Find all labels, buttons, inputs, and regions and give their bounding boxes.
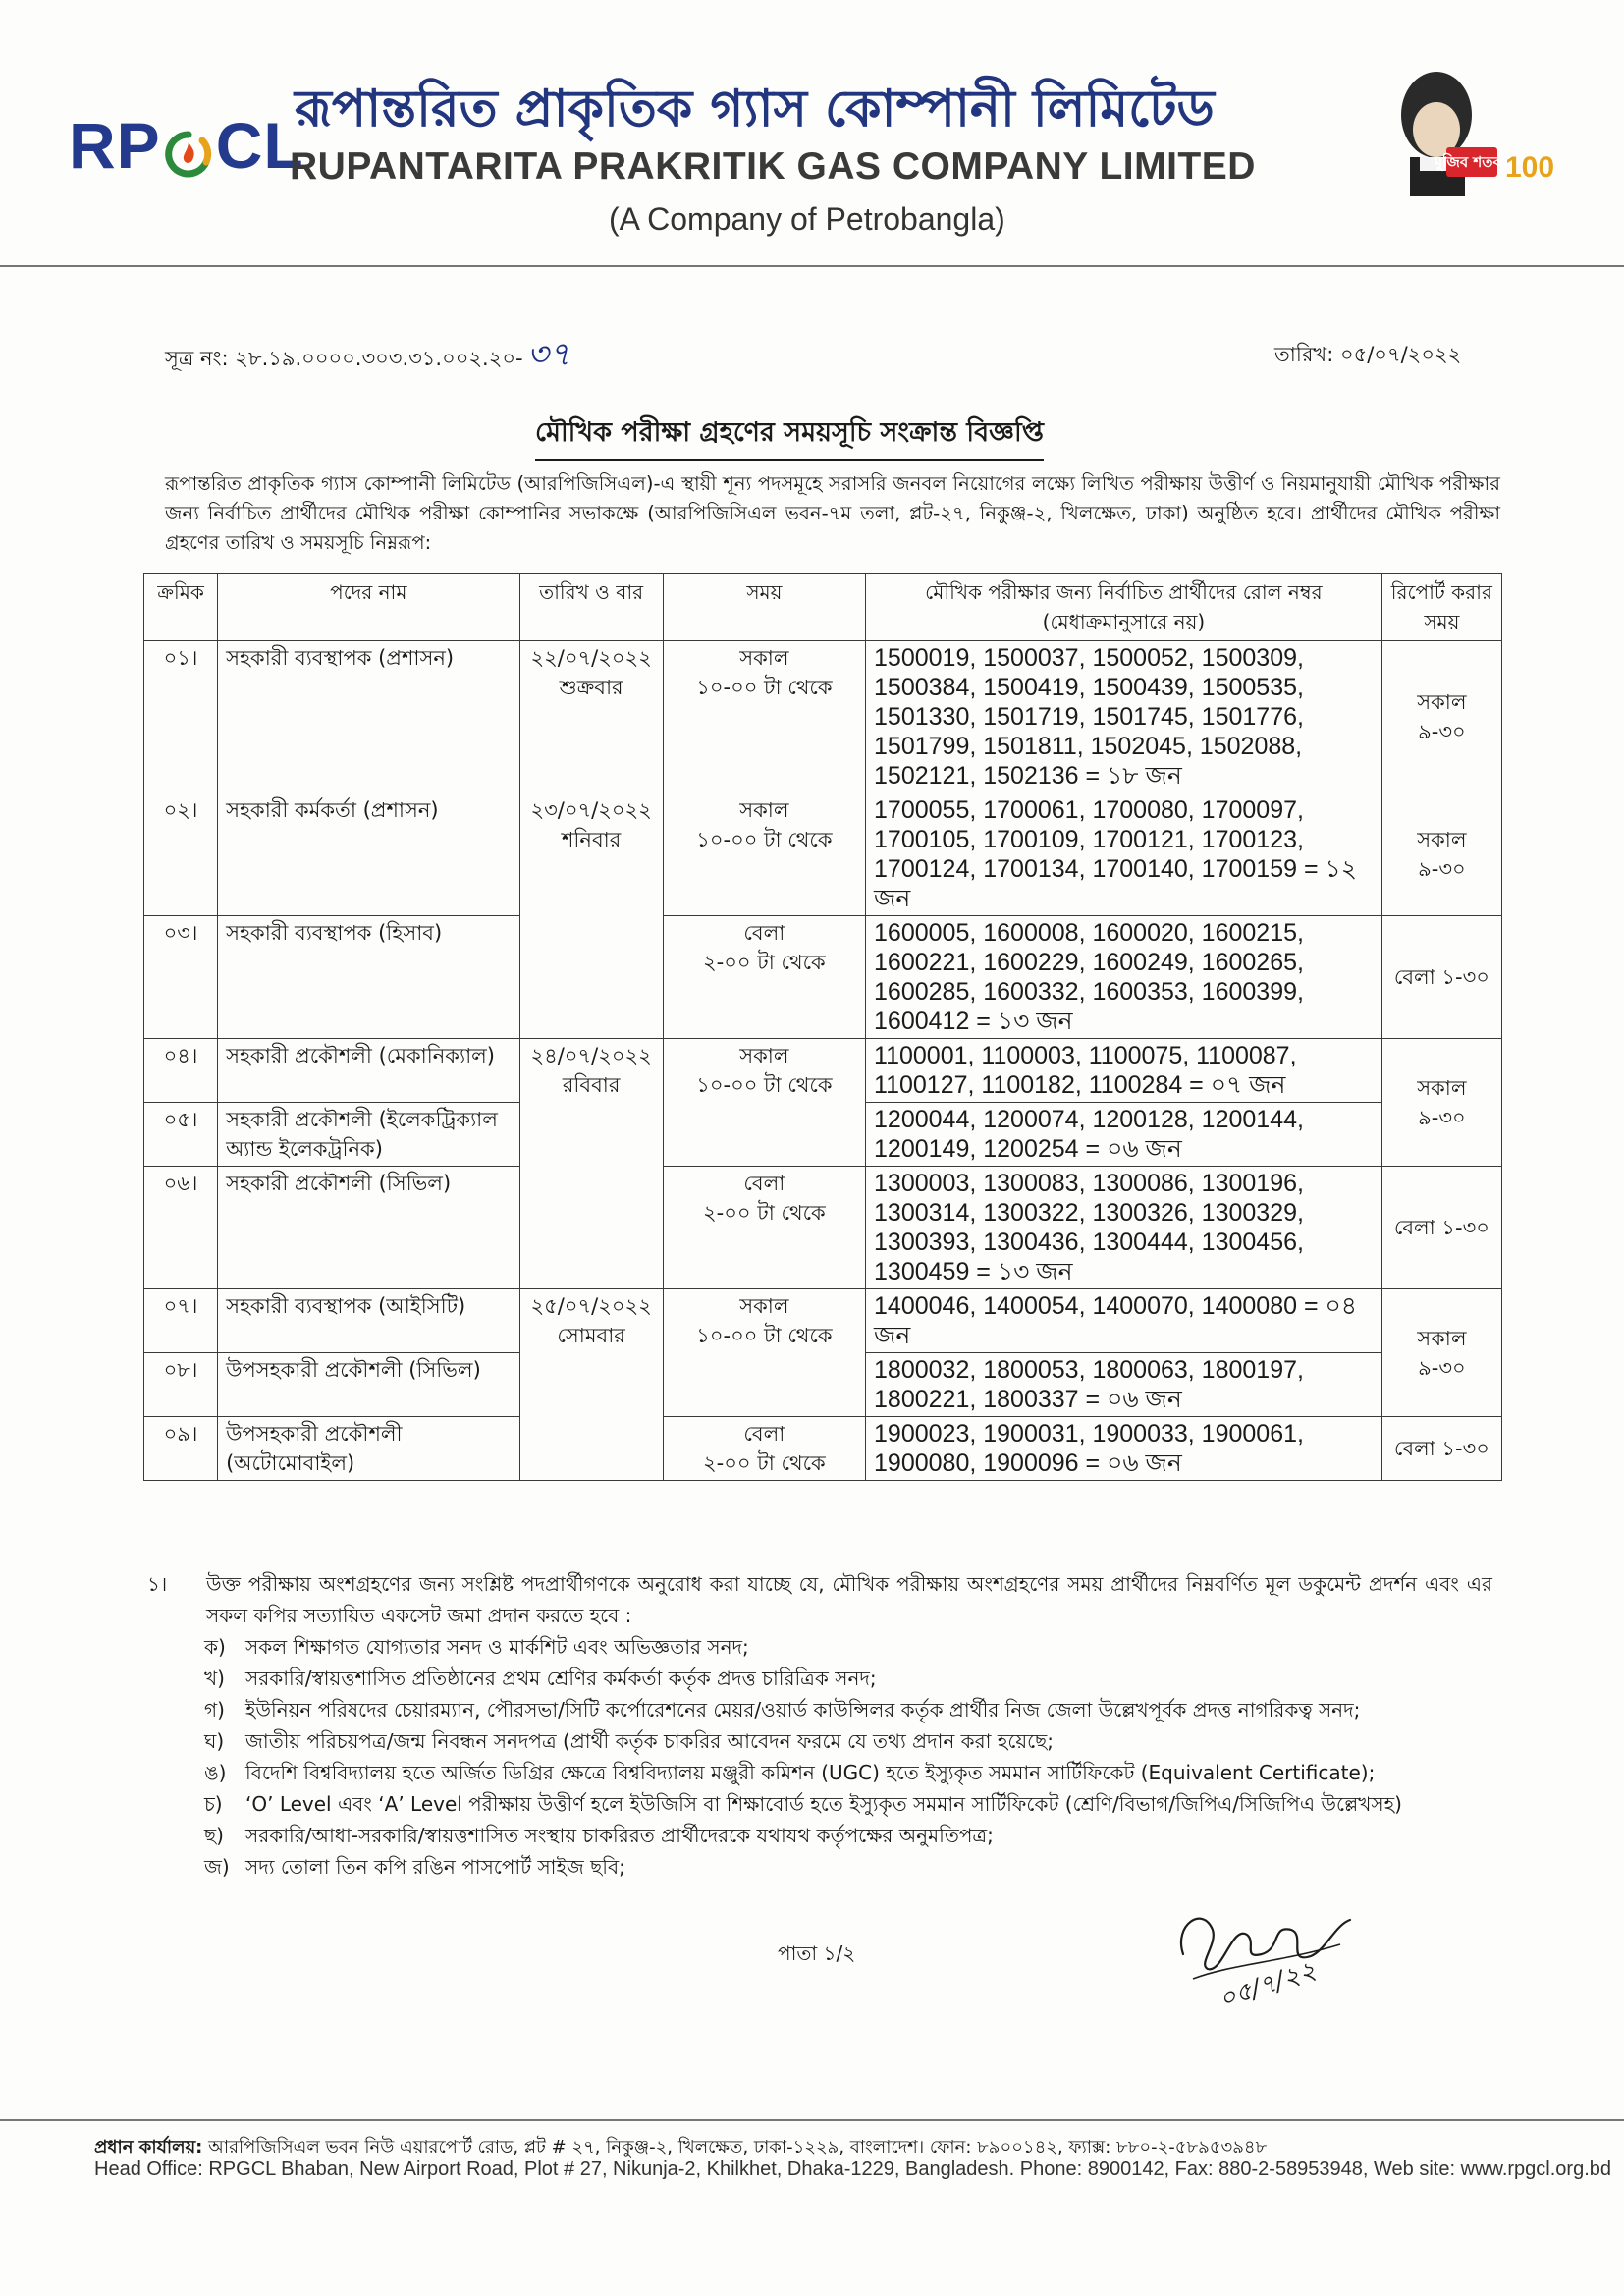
post-cell: সহকারী প্রকৌশলী (সিভিল)	[218, 1167, 519, 1289]
documents-instruction	[147, 1568, 1492, 1631]
roll-cell: 1300003, 1300083, 1300086, 1300196, 1300314, 1300322, 1300326, 1300329, 1300393, 1300436, 1300444, 1300456, 1300459 = ১৩ জন	[866, 1167, 1382, 1289]
time-value: ১০-০০ টা থেকে	[696, 1324, 833, 1347]
notice-title: মৌখিক পরীক্ষা গ্রহণের সময়সূচি সংক্রান্ত বিজ্ঞপ্তি	[535, 412, 1044, 461]
roll-cell: 1600005, 1600008, 1600020, 1600215, 1600221, 1600229, 1600249, 1600265, 1600285, 1600332, 1600353, 1600399, 1600412 = ১৩ জন	[866, 916, 1382, 1039]
time-cell	[663, 1289, 865, 1417]
time-cell	[663, 916, 865, 1039]
time-value: ২-০০ টা থেকে	[703, 1451, 826, 1475]
session-value: সকাল	[739, 1294, 789, 1318]
roll-cell: 1700055, 1700061, 1700080, 1700097, 1700105, 1700109, 1700121, 1700123, 1700124, 1700134, 1700140, 1700159 = ১২ জন	[866, 793, 1382, 916]
post-cell: সহকারী কর্মকর্তা (প্রশাসন)	[218, 793, 519, 916]
report-cell: বেলা ১-৩০	[1381, 1417, 1501, 1481]
item-text: সদ্য তোলা তিন কপি রঙিন পাসপোর্ট সাইজ ছবি;	[245, 1855, 625, 1879]
item-text: ‘O’ Level এবং ‘A’ Level পরীক্ষায় উত্তীর্ণ হলে ইউজিসি বা শিক্ষাবোর্ড হতে ইস্যুকৃত সমমান সার্টিফিকেট (শ্রেণি/বিভাগ/জিপিএ/সিজিপিএ উল্লেখসহ)	[245, 1792, 1402, 1816]
instruction-text: উক্ত পরীক্ষায় অংশগ্রহণের জন্য সংশ্লিষ্ট পদপ্রার্থীগণকে অনুরোধ করা যাচ্ছে যে, মৌখিক পরীক্ষায় অংশগ্রহণের সময় প্রার্থীদের নিম্নবর্ণিত মূল ডকুমেন্ট প্রদর্শন এবং এর সকল কপির সত্যায়িত একসেট জমা প্রদান করতে হবে :	[206, 1572, 1492, 1627]
date-value: ২২/০৭/২০২২	[530, 646, 652, 670]
table-row	[144, 916, 1502, 1039]
logo-text-right: CL	[215, 109, 304, 182]
company-name-english: RUPANTARITA PRAKRITIK GAS COMPANY LIMITED	[290, 145, 1256, 188]
post-cell: উপসহকারী প্রকৌশলী (অটোমোবাইল)	[218, 1417, 519, 1481]
header-report: রিপোর্ট করার সময়	[1381, 574, 1501, 641]
post-cell: সহকারী প্রকৌশলী (ইলেকট্রিক্যাল অ্যান্ড ইলেকট্রনিক)	[218, 1103, 519, 1167]
mujib-centenary-badge	[1382, 61, 1559, 198]
report-cell: সকাল ৯-৩০	[1381, 641, 1501, 793]
date-cell	[519, 641, 663, 793]
serial-cell: ০৪।	[144, 1039, 218, 1103]
post-cell: সহকারী ব্যবস্থাপক (হিসাব)	[218, 916, 519, 1039]
notice-intro: রূপান্তরিত প্রাকৃতিক গ্যাস কোম্পানী লিমিটেড (আরপিজিসিএল)-এ স্থায়ী শূন্য পদসমূহে সরাসরি জনবল নিয়োগের লক্ষ্যে লিখিত পরীক্ষায় উত্তীর্ণ ও নিয়মানুযায়ী মৌখিক পরীক্ষার জন্য নির্বাচিত প্রার্থীদের মৌখিক পরীক্ষা কোম্পানির সভাকক্ষে (আরপিজিসিএল ভবন-৭ম তলা, প্লট-২৭, নিকুঞ্জ-২, খিলক্ষেত, ঢাকা) অনুষ্ঠিত হবে। প্রার্থীদের মৌখিক পরীক্ষা গ্রহণের তারিখ ও সময়সূচি নিম্নরূপ:	[165, 472, 1500, 554]
header-post: পদের নাম	[218, 574, 519, 641]
time-cell	[663, 793, 865, 916]
roll-cell: 1400046, 1400054, 1400070, 1400080 = ০৪ জন	[866, 1289, 1382, 1353]
table-row	[144, 1167, 1502, 1289]
logo-text-left: RP	[69, 109, 161, 182]
list-item	[147, 1757, 1492, 1788]
item-text: সকল শিক্ষাগত যোগ্যতার সনদ ও মার্কশিট এবং অভিজ্ঞতার সনদ;	[245, 1635, 749, 1659]
post-cell: উপসহকারী প্রকৌশলী (সিভিল)	[218, 1353, 519, 1417]
post-cell: সহকারী ব্যবস্থাপক (প্রশাসন)	[218, 641, 519, 793]
time-value: ১০-০০ টা থেকে	[696, 1073, 833, 1097]
serial-cell: ০৫।	[144, 1103, 218, 1167]
table-row	[144, 641, 1502, 793]
item-text: সরকারি/আধা-সরকারি/স্বায়ত্তশাসিত সংস্থায় চাকরিরত প্রার্থীদেরকে যথাযথ কর্তৃপক্ষের অনুমতিপত্র;	[245, 1824, 994, 1847]
roll-cell: 1500019, 1500037, 1500052, 1500309, 1500384, 1500419, 1500439, 1500535, 1501330, 1501719, 1501745, 1501776, 1501799, 1501811, 1502045, 1502088, 1502121, 1502136 = ১৮ জন	[866, 641, 1382, 793]
item-marker: ছ)	[204, 1824, 224, 1847]
day-value: শনিবার	[561, 828, 622, 851]
session-value: বেলা	[743, 1172, 785, 1195]
list-item	[147, 1631, 1492, 1663]
serial-cell: ০৩।	[144, 916, 218, 1039]
session-value: বেলা	[743, 1422, 785, 1446]
handwritten-number: ৩৭	[526, 335, 570, 374]
roll-cell: 1800032, 1800053, 1800063, 1800197, 1800221, 1800337 = ০৬ জন	[866, 1353, 1382, 1417]
item-marker: চ)	[204, 1792, 223, 1816]
company-subtitle: (A Company of Petrobangla)	[609, 201, 1005, 237]
footer-label: প্রধান কার্যালয়:	[94, 2137, 203, 2158]
serial-cell: ০৯।	[144, 1417, 218, 1481]
report-cell: সকাল ৯-৩০	[1381, 1289, 1501, 1417]
table-row	[144, 1417, 1502, 1481]
time-value: ২-০০ টা থেকে	[703, 1201, 826, 1225]
date-cell	[519, 1039, 663, 1289]
instruction-number: ১।	[147, 1572, 168, 1596]
footer-divider	[0, 2119, 1624, 2121]
day-value: শুক্রবার	[559, 676, 623, 699]
list-item	[147, 1725, 1492, 1757]
item-text: ইউনিয়ন পরিষদের চেয়ারম্যান, পৌরসভা/সিটি কর্পোরেশনের মেয়র/ওয়ার্ড কাউন্সিলর কর্তৃক প্রার্থীর নিজ জেলা উল্লেখপূর্বক প্রদত্ত নাগরিকত্ব সনদ;	[245, 1698, 1361, 1722]
day-value: রবিবার	[562, 1073, 621, 1097]
header-date: তারিখ ও বার	[519, 574, 663, 641]
serial-cell: ০৭।	[144, 1289, 218, 1353]
item-marker: খ)	[204, 1667, 225, 1690]
list-item	[147, 1663, 1492, 1694]
letterhead	[0, 0, 1624, 270]
header-serial: ক্রমিক	[144, 574, 218, 641]
date-cell	[519, 1289, 663, 1481]
session-value: সকাল	[739, 1044, 789, 1067]
date-value: ২৫/০৭/২০২২	[530, 1294, 652, 1318]
time-value: ২-০০ টা থেকে	[703, 951, 826, 974]
time-cell	[663, 1039, 865, 1167]
issue-date: তারিখ: ০৫/০৭/২০২২	[1274, 343, 1462, 366]
item-marker: ক)	[204, 1635, 226, 1659]
date-value: ২৩/০৭/২০২২	[530, 798, 652, 822]
date-cell	[519, 793, 663, 1039]
page-number: পাতা ১/২	[778, 1941, 856, 1965]
report-cell: সকাল ৯-৩০	[1381, 1039, 1501, 1167]
item-text: জাতীয় পরিচয়পত্র/জন্ম নিবন্ধন সনদপত্র (প্রার্থী কর্তৃক চাকরির আবেদন ফরমে যে তথ্য প্রদান করা হয়েছে;	[245, 1729, 1055, 1753]
serial-cell: ০২।	[144, 793, 218, 916]
roll-cell: 1100001, 1100003, 1100075, 1100087, 1100127, 1100182, 1100284 = ০৭ জন	[866, 1039, 1382, 1103]
serial-cell: ০১।	[144, 641, 218, 793]
company-name-bangla: রূপান্তরিত প্রাকৃতিক গ্যাস কোম্পানী লিমিটেড	[295, 80, 1215, 138]
list-item	[147, 1788, 1492, 1820]
post-cell: সহকারী প্রকৌশলী (মেকানিক্যাল)	[218, 1039, 519, 1103]
badge-text: মুজিব শতবর্ষ	[1434, 153, 1510, 171]
list-item	[147, 1851, 1492, 1883]
list-item	[147, 1820, 1492, 1851]
item-text: বিদেশি বিশ্ববিদ্যালয় হতে অর্জিত ডিগ্রির ক্ষেত্রে বিশ্ববিদ্যালয় মঞ্জুরী কমিশন (UGC) হতে ইস্যুকৃত সমমান সার্টিফিকেট (Equivalent Certificate);	[245, 1761, 1376, 1784]
table-header-row	[144, 574, 1502, 641]
time-value: ১০-০০ টা থেকে	[696, 676, 833, 699]
time-cell	[663, 1417, 865, 1481]
signature-date: ০৫/৭/২২	[1215, 1955, 1321, 2015]
post-cell: সহকারী ব্যবস্থাপক (আইসিটি)	[218, 1289, 519, 1353]
table-row	[144, 793, 1502, 916]
required-documents	[147, 1568, 1492, 1883]
session-value: সকাল	[739, 646, 789, 670]
item-marker: গ)	[204, 1698, 225, 1722]
header-divider	[0, 265, 1624, 267]
date-value: ২৪/০৭/২০২২	[530, 1044, 652, 1067]
time-cell	[663, 1167, 865, 1289]
roll-cell: 1900023, 1900031, 1900033, 1900061, 1900080, 1900096 = ০৬ জন	[866, 1417, 1382, 1481]
serial-cell: ০৮।	[144, 1353, 218, 1417]
list-item	[147, 1694, 1492, 1725]
reference-label: সূত্র নং: ২৮.১৯.০০০০.৩০৩.৩১.০০২.২০-	[165, 347, 523, 370]
handwritten-signature	[1164, 1886, 1370, 2023]
rpgcl-logo	[69, 108, 304, 183]
serial-cell: ০৬।	[144, 1167, 218, 1289]
item-marker: ঘ)	[204, 1729, 225, 1753]
item-text: সরকারি/স্বায়ত্তশাসিত প্রতিষ্ঠানের প্রথম শ্রেণির কর্মকর্তা কর্তৃক প্রদত্ত চারিত্রিক সনদ;	[245, 1667, 877, 1690]
footer-english: Head Office: RPGCL Bhaban, New Airport Road, Plot # 27, Nikunja-2, Khilkhet, Dhaka-1229, Bangladesh. Phone: 8900142, Fax: 880-2-58953948, Web site: www.rpgcl.org.bd	[94, 2159, 1611, 2180]
session-value: সকাল	[739, 798, 789, 822]
time-cell	[663, 641, 865, 793]
time-value: ১০-০০ টা থেকে	[696, 828, 833, 851]
header-time: সময়	[663, 574, 865, 641]
header-roll: মৌখিক পরীক্ষার জন্য নির্বাচিত প্রার্থীদের রোল নম্বর (মেধাক্রমানুসারে নয়)	[866, 574, 1382, 641]
report-cell: বেলা ১-৩০	[1381, 1167, 1501, 1289]
item-marker: ঙ)	[204, 1761, 227, 1784]
item-marker: জ)	[204, 1855, 230, 1879]
report-cell: সকাল ৯-৩০	[1381, 793, 1501, 916]
reference-number	[165, 329, 570, 385]
footer-bangla-text: আরপিজিসিএল ভবন নিউ এয়ারপোর্ট রোড, প্লট # ২৭, নিকুঞ্জ-২, খিলক্ষেত, ঢাকা-১২২৯, বাংলাদেশ। ফোন: ৮৯০০১৪২, ফ্যাক্স: ৮৮০-২-৫৮৯৫৩৯৪৮	[208, 2137, 1268, 2158]
roll-cell: 1200044, 1200074, 1200128, 1200144, 1200149, 1200254 = ০৬ জন	[866, 1103, 1382, 1167]
flame-ring-icon	[163, 120, 214, 171]
day-value: সোমবার	[557, 1324, 625, 1347]
session-value: বেলা	[743, 921, 785, 945]
badge-number: 100	[1504, 151, 1555, 184]
report-cell: বেলা ১-৩০	[1381, 916, 1501, 1039]
interview-schedule-table	[143, 573, 1502, 1481]
table-row	[144, 1289, 1502, 1353]
table-row	[144, 1039, 1502, 1103]
